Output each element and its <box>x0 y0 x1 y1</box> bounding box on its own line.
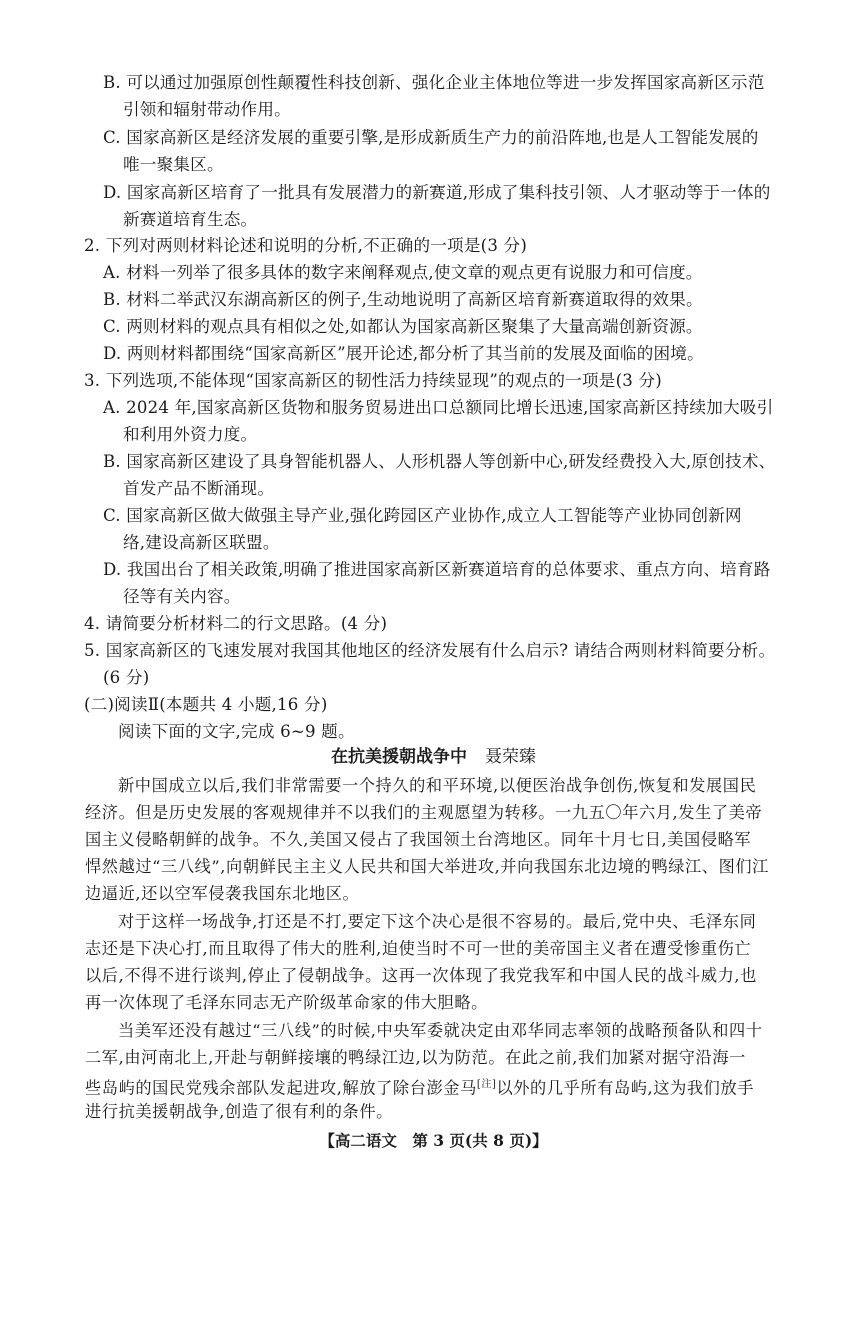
essay-title: 在抗美援朝战争中 <box>331 747 467 767</box>
essay-p3-line3-text-b: 以外的几乎所有岛屿,这为我们放手 <box>496 1078 755 1098</box>
essay-p3-line3-text-a: 些岛屿的国民党残余部队发起进攻,解放了除台澎金马 <box>85 1078 477 1098</box>
q2-option-c: C. 两则材料的观点具有相似之处,如都认为国家高新区聚集了大量高端创新资源。 <box>103 317 703 336</box>
essay-p1-line2: 经济。但是历史发展的客观规律并不以我们的主观愿望为转移。一九五〇年六月,发生了美帝 <box>85 803 763 822</box>
essay-p1-line5: 边逼近,还以空军侵袭我国东北地区。 <box>85 884 360 903</box>
essay-p3-line2: 二军,由河南北上,开赴与朝鲜接壤的鸭绿江边,以为防范。在此之前,我们加紧对据守沿海一 <box>85 1048 746 1067</box>
section-instruction: 阅读下面的文字,完成 6~9 题。 <box>118 722 355 741</box>
q1-option-d-line2: 新赛道培育生态。 <box>123 210 258 229</box>
essay-p3-line1: 当美军还没有越过“三八线”的时候,中央军委就决定由邓华同志率领的战略预备队和四十 <box>118 1021 763 1040</box>
q5-stem-line2: (6 分) <box>103 668 150 687</box>
q3-option-a-line1: A. 2024 年,国家高新区货物和服务贸易进出口总额同比增长迅速,国家高新区持续加大吸引 <box>103 398 774 417</box>
section-heading: (二)阅读Ⅱ(本题共 4 小题,16 分) <box>84 695 328 714</box>
q2-option-d: D. 两则材料都围绕“国家高新区”展开论述,都分析了其当前的发展及面临的困境。 <box>103 344 704 363</box>
footnote-marker: [注] <box>476 1079 497 1090</box>
essay-p3-line4: 进行抗美援朝战争,创造了很有利的条件。 <box>85 1102 393 1121</box>
essay-p2-line3: 以后,不得不进行谈判,停止了侵朝战争。这再一次体现了我党我军和中国人民的战斗威力,也 <box>85 966 757 985</box>
q3-option-b-line2: 首发产品不断涌现。 <box>123 479 275 498</box>
essay-p3-line3 <box>85 1074 754 1099</box>
essay-p1-line4: 悍然越过“三八线”,向朝鲜民主主义人民共和国大举进攻,并向我国东北边境的鸭绿江、图们江 <box>85 857 769 876</box>
essay-p1-line1: 新中国成立以后,我们非常需要一个持久的和平环境,以便医治战争创伤,恢复和发展国民 <box>118 776 757 795</box>
q1-option-c-line2: 唯一聚集区。 <box>123 155 224 174</box>
q3-option-b-line1: B. 国家高新区建设了具身智能机器人、人形机器人等创新中心,研发经费投入大,原创技术、 <box>103 452 776 471</box>
q3-option-c-line1: C. 国家高新区做大做强主导产业,强化跨园区产业协作,成立人工智能等产业协同创新网 <box>103 506 742 525</box>
essay-p2-line2: 志还是下决心打,而且取得了伟大的胜利,迫使当时不可一世的美帝国主义者在遭受惨重伤亡 <box>85 939 752 958</box>
q3-option-d-line1: D. 我国出台了相关政策,明确了推进国家高新区新赛道培育的总体要求、重点方向、培育路 <box>103 560 771 579</box>
q3-option-d-line2: 径等有关内容。 <box>123 587 241 606</box>
essay-p2-line4: 再一次体现了毛泽东同志无产阶级革命家的伟大胆略。 <box>85 993 488 1012</box>
q2-stem: 2. 下列对两则材料论述和说明的分析,不正确的一项是(3 分) <box>84 236 528 255</box>
q3-option-c-line2: 络,建设高新区联盟。 <box>123 533 280 552</box>
q1-option-c-line1: C. 国家高新区是经济发展的重要引擎,是形成新质生产力的前沿阵地,也是人工智能发展的 <box>103 128 759 147</box>
q1-option-b-line1: B. 可以通过加强原创性颠覆性科技创新、强化企业主体地位等进一步发挥国家高新区示范 <box>103 73 765 92</box>
q4-stem: 4. 请简要分析材料二的行文思路。(4 分) <box>84 614 388 633</box>
q5-stem-line1: 5. 国家高新区的飞速发展对我国其他地区的经济发展有什么启示? 请结合两则材料简要分析。 <box>84 641 776 660</box>
essay-p1-line3: 国主义侵略朝鲜的战争。不久,美国又侵占了我国领土台湾地区。同年十月七日,美国侵略军 <box>85 830 752 849</box>
essay-author: 聂荣臻 <box>485 747 536 767</box>
q3-option-a-line2: 和利用外资力度。 <box>123 425 258 444</box>
q1-option-d-line1: D. 国家高新区培育了一批具有发展潜力的新赛道,形成了集科技引领、人才驱动等于一体的 <box>103 183 771 202</box>
essay-p2-line1: 对于这样一场战争,打还是不打,要定下这个决心是很不容易的。最后,党中央、毛泽东同 <box>118 912 757 931</box>
page-footer: 【高二语文 第 3 页(共 8 页)】 <box>319 1131 548 1150</box>
q3-stem: 3. 下列选项,不能体现“国家高新区的韧性活力持续显现”的观点的一项是(3 分) <box>84 371 662 390</box>
q1-option-b-line2: 引领和辐射带动作用。 <box>123 100 291 119</box>
essay-title-line <box>0 746 867 768</box>
q2-option-a: A. 材料一列举了很多具体的数字来阐释观点,使文章的观点更有说服力和可信度。 <box>103 263 703 282</box>
q2-option-b: B. 材料二举武汉东湖高新区的例子,生动地说明了高新区培育新赛道取得的效果。 <box>103 290 703 309</box>
